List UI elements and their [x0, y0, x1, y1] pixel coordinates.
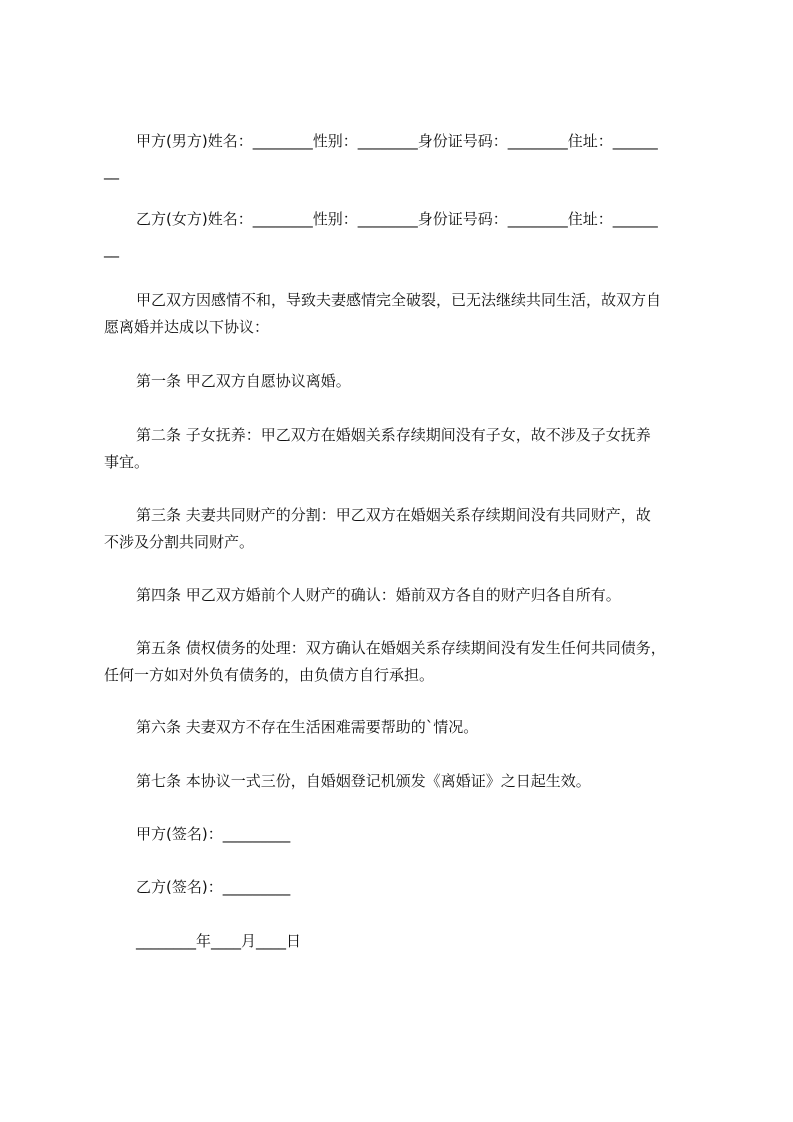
article-6: 第六条 夫妻双方不存在生活困难需要帮助的`情况。 [136, 718, 479, 736]
article-5-line-1: 第五条 债权债务的处理：双方确认在婚姻关系存续期间没有发生任何共同债务， [136, 639, 666, 657]
article-2-line-1: 第二条 子女抚养：甲乙双方在婚姻关系存续期间没有子女，故不涉及子女抚养 [136, 426, 651, 444]
article-4: 第四条 甲乙双方婚前个人财产的确认：婚前双方各自的财产归各自所有。 [136, 586, 621, 604]
party-b-info-continuation: __ [104, 240, 119, 258]
signature-party-a: 甲方(签名)：_________ [136, 825, 291, 843]
party-a-info-line: 甲方(男方)姓名：________性别：________身份证号码：________住址：______ [136, 132, 658, 150]
intro-paragraph-line-2: 愿离婚并达成以下协议： [104, 318, 270, 336]
article-3-line-1: 第三条 夫妻共同财产的分割：甲乙双方在婚姻关系存续期间没有共同财产，故 [136, 506, 651, 524]
article-3-line-2: 不涉及分割共同财产。 [104, 533, 255, 551]
intro-paragraph-line-1: 甲乙双方因感情不和，导致夫妻感情完全破裂，已无法继续共同生活，故双方自 [136, 291, 662, 309]
party-a-info-continuation: __ [104, 162, 119, 180]
article-1: 第一条 甲乙双方自愿协议离婚。 [136, 372, 351, 390]
article-7: 第七条 本协议一式三份，自婚姻登记机颁发《离婚证》之日起生效。 [136, 772, 591, 790]
signature-date: ________年____月____日 [136, 932, 302, 950]
article-2-line-2: 事宜。 [104, 453, 150, 471]
article-5-line-2: 任何一方如对外负有债务的，由负债方自行承担。 [104, 666, 435, 684]
party-b-info-line: 乙方(女方)姓名：________性别：________身份证号码：________住址：______ [136, 210, 658, 228]
signature-party-b: 乙方(签名)：_________ [136, 878, 291, 896]
